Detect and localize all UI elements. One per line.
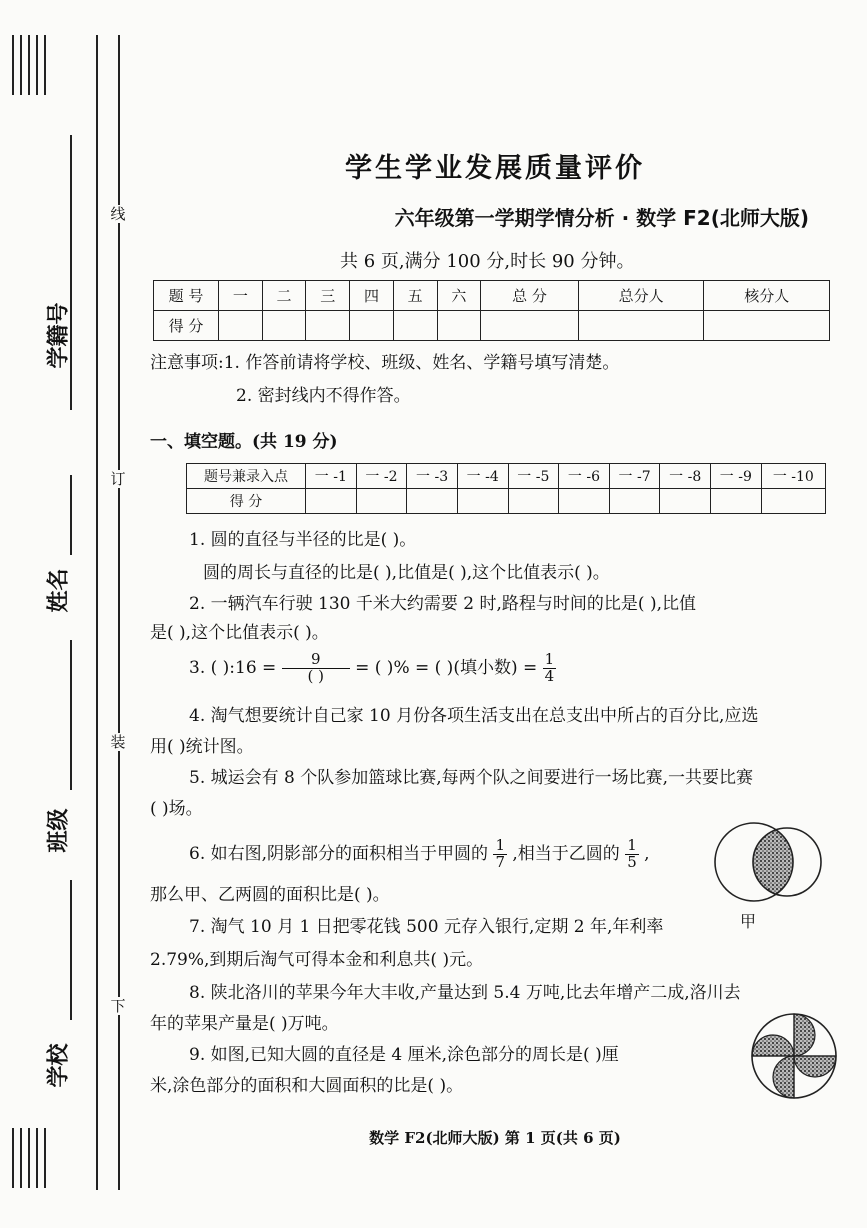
score-cell[interactable] — [578, 311, 704, 341]
question-2a: 2. 一辆汽车行驶 130 千米大约需要 2 时,路程与时间的比是( ),比值 — [189, 594, 696, 614]
section-header-cell: 一 -5 — [508, 464, 559, 489]
score-cell[interactable] — [704, 311, 830, 341]
venn-circles-figure — [712, 812, 837, 932]
score-table — [153, 280, 830, 341]
question-1b: 圆的周长与直径的比是( ),比值是( ),这个比值表示( )。 — [203, 563, 610, 583]
score-header-cell: 核分人 — [704, 281, 830, 311]
question-8b: 年的苹果产量是( )万吨。 — [150, 1014, 339, 1034]
q6-fraction-1-denominator: 7 — [495, 852, 505, 871]
section-score-cell[interactable] — [457, 489, 508, 514]
section-score-table — [186, 463, 826, 514]
question-7a: 7. 淘气 10 月 1 日把零花钱 500 元存入银行,定期 2 年,年利率 — [189, 917, 664, 937]
q6-prefix: 6. 如右图,阴影部分的面积相当于甲圆的 — [189, 843, 489, 864]
score-header-cell: 一 — [219, 281, 263, 311]
name-label: 姓名 — [46, 568, 72, 613]
school-label: 学校 — [46, 1043, 72, 1088]
section-score-cell[interactable] — [407, 489, 458, 514]
section-score-cell[interactable] — [761, 489, 825, 514]
seal-char-zhuang: 装 — [110, 733, 126, 751]
score-cell[interactable] — [437, 311, 481, 341]
section-header-cell: 题号兼录入点 — [187, 464, 306, 489]
score-cell[interactable] — [481, 311, 579, 341]
question-5b: ( )场。 — [150, 799, 203, 819]
section-header-cell: 一 -1 — [306, 464, 357, 489]
q6-fraction-1-numerator: 1 — [495, 836, 505, 854]
page-title: 学生学业发展质量评价 — [345, 153, 645, 184]
q3-answer-denominator: 4 — [544, 666, 555, 685]
question-9b: 米,涂色部分的面积和大圆面积的比是( )。 — [150, 1076, 464, 1096]
q3-mid: = ( )% = ( )(填小数) = — [355, 657, 538, 678]
q3-fraction — [282, 652, 350, 685]
score-header-cell: 题 号 — [154, 281, 219, 311]
section-score-cell[interactable] — [660, 489, 711, 514]
question-8a: 8. 陕北洛川的苹果今年大丰收,产量达到 5.4 万吨,比去年增产二成,洛川去 — [189, 983, 741, 1003]
page-subtitle: 六年级第一学期学情分析 · 数学 F2(北师大版) — [394, 206, 809, 230]
q3-answer-fraction — [543, 652, 557, 685]
section-header-cell: 一 -10 — [761, 464, 825, 489]
section-score-cell[interactable] — [559, 489, 610, 514]
section-score-cell[interactable] — [508, 489, 559, 514]
question-2b: 是( ),这个比值表示( )。 — [150, 623, 329, 643]
section-header-cell: 一 -8 — [660, 464, 711, 489]
section-header-cell: 一 -2 — [356, 464, 407, 489]
class-label: 班级 — [46, 808, 72, 853]
question-1a: 1. 圆的直径与半径的比是( )。 — [189, 530, 417, 550]
section-header-cell: 一 -4 — [457, 464, 508, 489]
question-9a: 9. 如图,已知大圆的直径是 4 厘米,涂色部分的周长是( )厘 — [189, 1045, 619, 1065]
score-header-cell: 总 分 — [481, 281, 579, 311]
notes-line-2: 2. 密封线内不得作答。 — [236, 386, 411, 406]
q3-fraction-denominator: ( ) — [307, 666, 324, 685]
score-header-cell: 三 — [306, 281, 350, 311]
score-header-cell: 五 — [393, 281, 437, 311]
notes-line-1: 注意事项:1. 作答前请将学校、班级、姓名、学籍号填写清楚。 — [150, 353, 620, 373]
question-5a: 5. 城运会有 8 个队参加篮球比赛,每两个队之间要进行一场比赛,一共要比赛 — [189, 768, 754, 788]
section-score-cell[interactable] — [609, 489, 660, 514]
question-6b: 那么甲、乙两圆的面积比是( )。 — [150, 885, 390, 905]
student-id-label: 学籍号 — [46, 302, 72, 369]
venn-label: 甲 — [740, 912, 757, 931]
question-7b: 2.79%,到期后淘气可得本金和利息共( )元。 — [150, 950, 484, 970]
score-header-cell: 总分人 — [578, 281, 704, 311]
section-header-cell: 一 -9 — [711, 464, 762, 489]
q6-fraction-2-denominator: 5 — [627, 852, 637, 871]
score-cell[interactable] — [219, 311, 263, 341]
seal-char-xian: 线 — [110, 205, 126, 223]
q6-suffix: , — [644, 843, 650, 864]
seal-char-xia: 下 — [110, 997, 126, 1015]
score-cell[interactable] — [262, 311, 306, 341]
section-score-cell[interactable] — [711, 489, 762, 514]
q6-fraction-2-numerator: 1 — [627, 836, 637, 854]
question-6a — [189, 838, 650, 871]
score-cell[interactable] — [393, 311, 437, 341]
section-heading: 一、填空题。(共 19 分) — [150, 432, 338, 452]
section-header-cell: 一 -6 — [559, 464, 610, 489]
question-3 — [189, 652, 556, 685]
seal-char-ding: 订 — [110, 470, 126, 488]
q3-prefix: 3. ( ):16 = — [189, 657, 277, 678]
score-header-cell: 四 — [350, 281, 394, 311]
quarter-circles-figure — [748, 1010, 840, 1102]
score-cell[interactable] — [350, 311, 394, 341]
score-cell[interactable] — [306, 311, 350, 341]
score-row-label: 得 分 — [154, 311, 219, 341]
question-4a: 4. 淘气想要统计自己家 10 月份各项生活支出在总支出中所占的百分比,应选 — [189, 706, 759, 726]
q3-answer-numerator: 1 — [544, 650, 555, 668]
section-row-label: 得 分 — [187, 489, 306, 514]
section-header-cell: 一 -3 — [407, 464, 458, 489]
section-header-cell: 一 -7 — [609, 464, 660, 489]
score-header-cell: 六 — [437, 281, 481, 311]
page-footer: 数学 F2(北师大版) 第 1 页(共 6 页) — [369, 1129, 621, 1147]
section-score-cell[interactable] — [356, 489, 407, 514]
question-4b: 用( )统计图。 — [150, 737, 254, 757]
section-score-cell[interactable] — [306, 489, 357, 514]
q6-fraction-2 — [625, 838, 639, 871]
exam-info: 共 6 页,满分 100 分,时长 90 分钟。 — [340, 251, 635, 272]
q6-middle: ,相当于乙圆的 — [512, 843, 620, 864]
q6-fraction-1 — [493, 838, 507, 871]
score-header-cell: 二 — [262, 281, 306, 311]
q3-fraction-numerator: 9 — [282, 652, 350, 669]
